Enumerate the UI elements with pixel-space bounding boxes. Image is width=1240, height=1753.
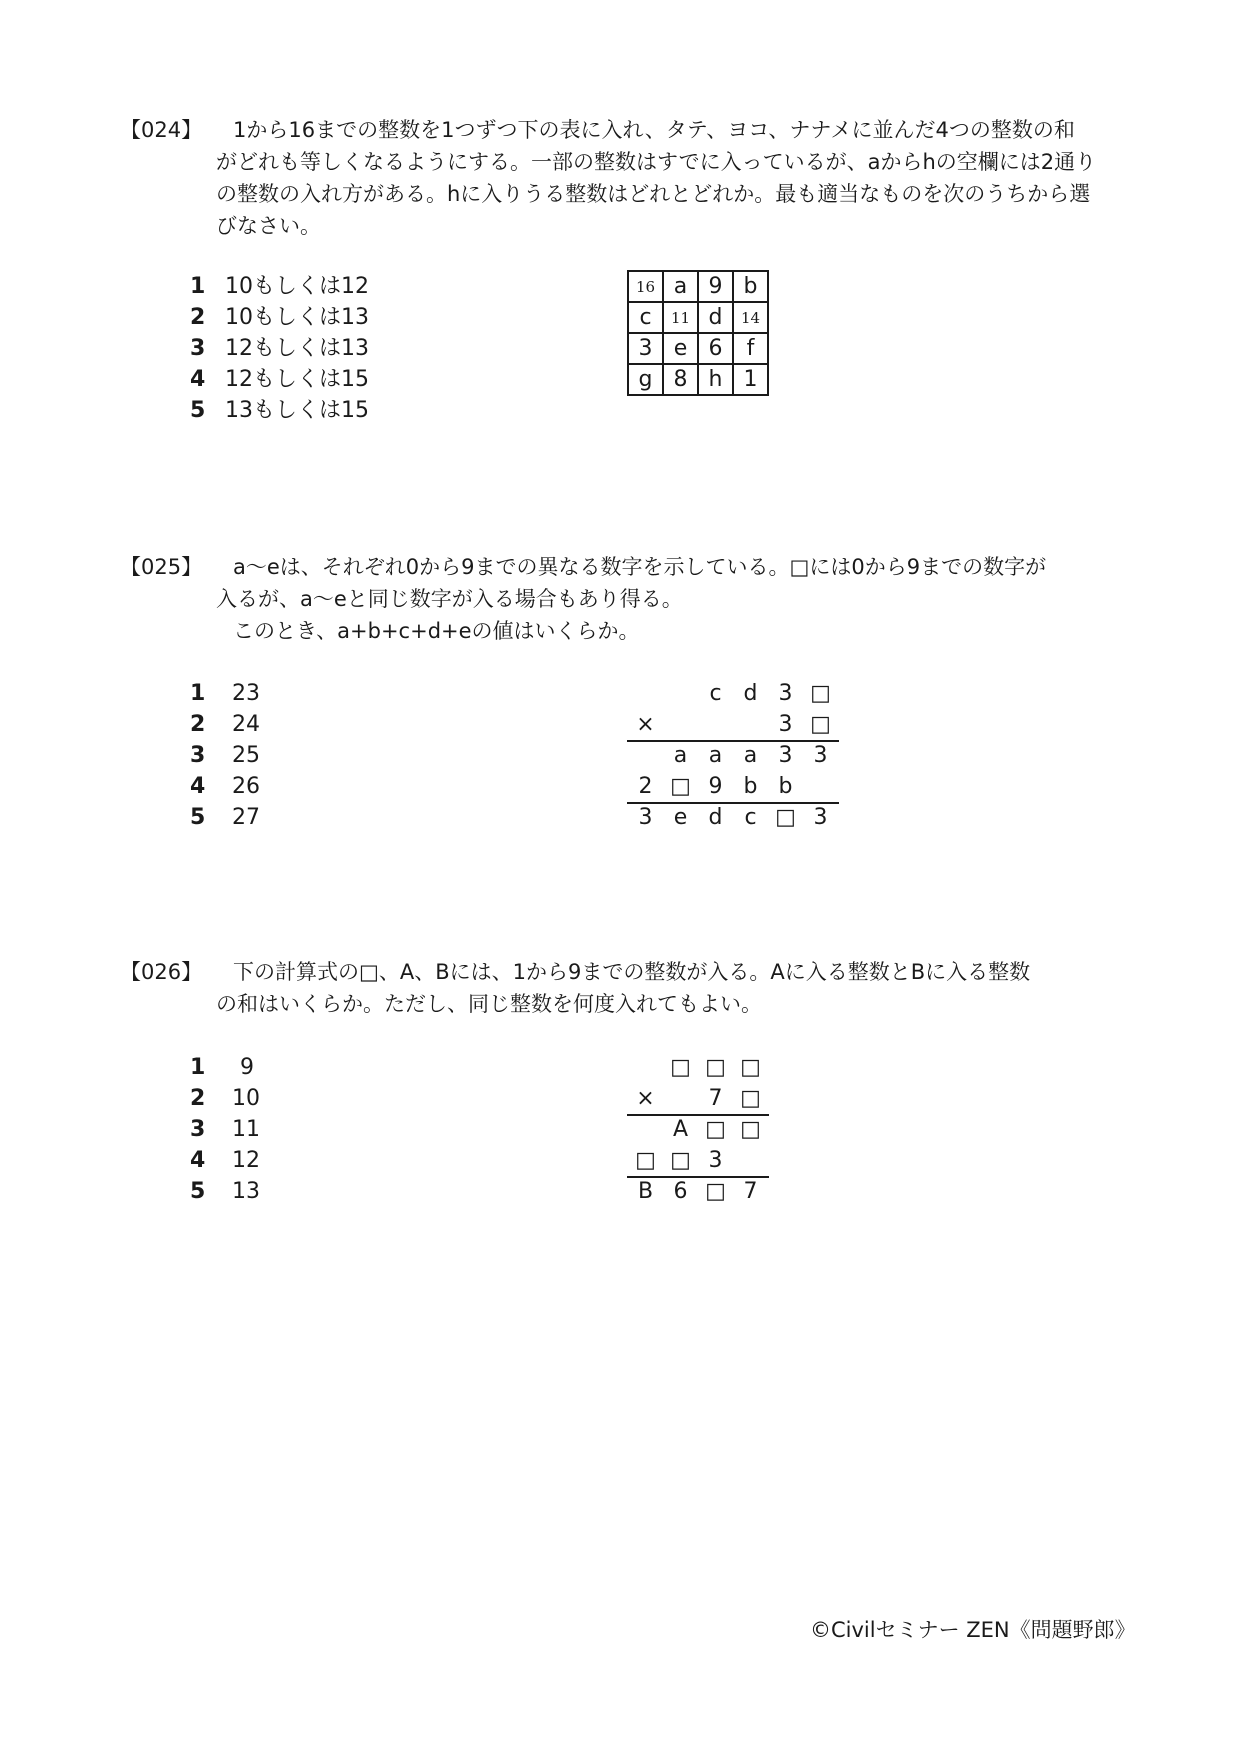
option-text: 9 [240,1055,254,1080]
multiply-sign: × [636,712,655,737]
magic-square-grid [627,270,769,396]
multiply-sign: × [636,1086,655,1111]
grid-cell: d [698,302,733,333]
grid-cell: f [733,333,768,364]
option-text: 10 [232,1086,260,1111]
question-text-line: がどれも等しくなるようにする。一部の整数はすでに入っているが、aからhの空欄には2通り [216,150,1097,174]
calc-cell: d [743,681,758,706]
question-text-line: 入るが、a～eと同じ数字が入る場合もあり得る。 [216,587,683,611]
calc-cell: b [778,774,793,799]
question-text-line: 1から16までの整数を1つずつ下の表に入れ、タテ、ヨコ、ナナメに並んだ4つの整数の和 [233,118,1075,142]
option-text: 25 [232,743,260,768]
grid-cell: 3 [628,333,663,364]
calc-cell: b [743,774,758,799]
calc-cell: 3 [638,805,653,830]
question-text-line: このとき、a+b+c+d+eの値はいくらか。 [233,619,640,643]
calc-cell: 3 [708,1148,723,1173]
grid-cell: e [663,333,698,364]
calc-cell: c [709,681,722,706]
option-text: 26 [232,774,260,799]
grid-cell: 9 [698,271,733,302]
option-number: 1 [190,274,206,299]
question-number: 【024】 [120,118,203,142]
calc-cell: d [708,805,723,830]
calc-cell: □ [705,1179,726,1204]
option-number: 4 [190,774,206,799]
grid-cell: a [663,271,698,302]
calc-cell: a [708,743,723,768]
calc-cell: 3 [778,743,793,768]
option-text: 24 [232,712,260,737]
calc-cell: 3 [813,743,828,768]
grid-cell: c [628,302,663,333]
calc-cell: □ [810,712,831,737]
option-number: 5 [190,398,206,423]
option-text: 10もしくは13 [225,305,369,330]
question-text-line: びなさい。 [216,214,321,238]
calc-cell: □ [740,1055,761,1080]
question-text-line: の和はいくらか。ただし、同じ整数を何度入れてもよい。 [216,992,762,1016]
calc-cell: 3 [778,712,793,737]
grid-cell: 14 [733,302,768,333]
option-number: 3 [190,743,206,768]
option-text: 12もしくは15 [225,367,369,392]
option-text: 13もしくは15 [225,398,369,423]
calc-cell: □ [775,805,796,830]
calc-cell: c [744,805,757,830]
grid-cell: h [698,364,733,395]
calc-cell: □ [705,1055,726,1080]
option-text: 12もしくは13 [225,336,369,361]
option-text: 10もしくは12 [225,274,369,299]
calc-cell: 2 [638,774,653,799]
calc-cell: □ [740,1086,761,1111]
grid-cell: 1 [733,364,768,395]
question-number: 【026】 [120,960,203,984]
grid-cell: 6 [698,333,733,364]
calc-cell: □ [740,1117,761,1142]
option-number: 5 [190,805,206,830]
grid-cell: 11 [663,302,698,333]
option-number: 5 [190,1179,206,1204]
calc-cell: a [743,743,758,768]
question-text-line: a～eは、それぞれ0から9までの異なる数字を示している。□には0から9までの数字が [233,555,1047,579]
calc-cell: □ [810,681,831,706]
calc-cell: □ [670,1055,691,1080]
calc-cell: a [673,743,688,768]
calc-cell: □ [705,1117,726,1142]
option-text: 13 [232,1179,260,1204]
grid-cell: 8 [663,364,698,395]
option-number: 1 [190,1055,206,1080]
calc-cell: 7 [743,1179,758,1204]
grid-cell: b [733,271,768,302]
calc-cell: 9 [708,774,723,799]
calc-cell: □ [635,1148,656,1173]
option-number: 2 [190,1086,206,1111]
option-text: 27 [232,805,260,830]
calc-cell: □ [670,1148,691,1173]
option-number: 1 [190,681,206,706]
calc-cell: 6 [673,1179,688,1204]
calc-cell: A [672,1117,689,1142]
question-number: 【025】 [120,555,203,579]
question-text-line: の整数の入れ方がある。hに入りうる整数はどれとどれか。最も適当なものを次のうちから選 [216,182,1091,206]
option-text: 23 [232,681,260,706]
calc-cell: B [637,1179,654,1204]
grid-cell: 16 [628,271,663,302]
option-number: 4 [190,1148,206,1173]
copyright-footer: ©Civilセミナー ZEN《問題野郎》 [810,1618,1136,1642]
option-number: 4 [190,367,206,392]
calc-cell: 3 [778,681,793,706]
calc-cell: 3 [813,805,828,830]
option-text: 11 [232,1117,260,1142]
grid-cell: g [628,364,663,395]
option-number: 3 [190,1117,206,1142]
calc-cell: □ [670,774,691,799]
option-number: 3 [190,336,206,361]
calc-cell: 7 [708,1086,723,1111]
option-number: 2 [190,712,206,737]
option-text: 12 [232,1148,260,1173]
question-text-line: 下の計算式の□、A、Bには、1から9までの整数が入る。Aに入る整数とBに入る整数 [233,960,1031,984]
calc-cell: e [673,805,688,830]
option-number: 2 [190,305,206,330]
